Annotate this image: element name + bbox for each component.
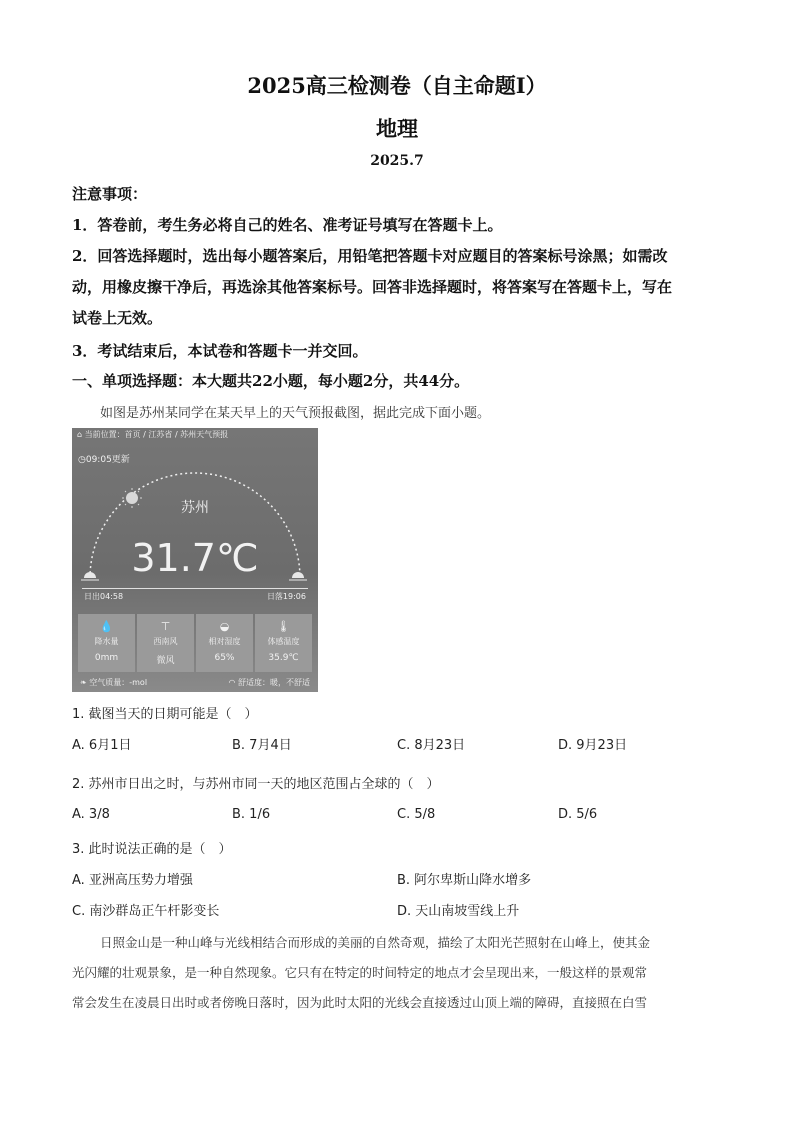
update-text: 09:05更新: [85, 455, 130, 465]
home-icon: ⌂: [77, 430, 83, 439]
city-name: 苏州: [181, 500, 209, 516]
detail-feels-like: [255, 614, 312, 672]
question-3-stem: 3. 此时说法正确的是（ ）: [72, 842, 232, 857]
passage-line-1: 日照金山是一种山峰与光线相结合而形成的美丽的自然奇观，描绘了太阳光芒照射在山峰上，使其金: [100, 935, 651, 950]
comfort-level: [228, 674, 310, 692]
question-1-option-b: B. 7月4日: [232, 738, 292, 753]
question-3-option-d: D. 天山南坡雪线上升: [397, 904, 520, 919]
notice-item-2-line-3: 试卷上无效。: [72, 309, 163, 327]
detail-label: 体感温度: [267, 637, 300, 646]
question-1-option-a: A. 6月1日: [72, 738, 132, 753]
detail-wind: [137, 614, 194, 672]
leaf-icon: ❧: [80, 678, 87, 687]
sunrise-time: 日出04:58: [84, 592, 124, 601]
current-temperature: 31.7℃: [131, 536, 259, 580]
detail-label: 西南风: [153, 637, 178, 646]
question-2-option-c: C. 5/8: [397, 807, 436, 822]
weather-screenshot: [72, 428, 318, 692]
notice-heading: 注意事项：: [72, 185, 148, 203]
notice-item-2-line-1: 2．回答选择题时，选出每小题答案后，用铅笔把答题卡对应题目的答案标号涂黑；如需改: [72, 247, 668, 265]
subject-title: 地理: [376, 116, 418, 141]
sunset-time: 日落19:06: [266, 592, 306, 601]
sun-path-arc: [72, 428, 318, 608]
notice-item-3: 3．考试结束后，本试卷和答题卡一并交回。: [72, 342, 368, 360]
question-2-option-a: A. 3/8: [72, 807, 110, 822]
air-quality: [80, 674, 147, 692]
comfort-text: 舒适度：暖，不舒适: [238, 678, 310, 687]
arc-baseline: [82, 588, 308, 589]
question-1-option-c: C. 8月23日: [397, 738, 466, 753]
detail-humidity: [196, 614, 253, 672]
question-3-option-b: B. 阿尔卑斯山降水增多: [397, 873, 532, 888]
detail-value: 0mm: [94, 653, 119, 663]
question-2-option-b: B. 1/6: [232, 807, 271, 822]
notice-item-2-line-2: 动，用橡皮擦干净后，再选涂其他答案标号。回答非选择题时，将答案写在答题卡上，写在: [72, 278, 673, 296]
wind-icon: ⊤: [160, 620, 171, 633]
detail-label: 相对湿度: [208, 637, 241, 646]
detail-value: 35.9℃: [268, 653, 299, 663]
humidity-icon: ◒: [219, 620, 230, 633]
detail-label: 降水量: [94, 637, 119, 646]
air-quality-text: 空气质量：-mol: [89, 678, 148, 687]
weather-footer: [72, 674, 318, 692]
section-1-heading: 一、单项选择题：本大题共22小题，每小题2分，共44分。: [72, 372, 470, 390]
breadcrumb-text: 当前位置：首页 / 江苏省 / 苏州天气预报: [84, 430, 229, 439]
detail-value: 65%: [214, 653, 235, 663]
question-2-stem: 2. 苏州市日出之时，与苏州市同一天的地区范围占全球的（ ）: [72, 777, 440, 792]
notice-item-1: 1．答卷前，考生务必将自己的姓名、准考证号填写在答题卡上。: [72, 216, 503, 234]
question-3-option-c: C. 南沙群岛正午杆影变长: [72, 904, 220, 919]
clock-icon: ◷: [78, 455, 86, 465]
passage-line-3: 常会发生在凌晨日出时或者傍晚日落时，因为此时太阳的光线会直接透过山顶上端的障碍，直接照在白雪: [72, 995, 648, 1010]
detail-precipitation: [78, 614, 135, 672]
question-2-option-d: D. 5/6: [558, 807, 598, 822]
detail-value: 微风: [156, 656, 175, 666]
weather-details: [78, 614, 312, 672]
thermometer-icon: 🌡: [276, 620, 291, 633]
exam-date: 2025.7: [370, 153, 424, 169]
gauge-icon: ◠: [228, 678, 236, 687]
section-1-intro: 如图是苏州某同学在某天早上的天气预报截图，据此完成下面小题。: [100, 406, 491, 421]
question-1-option-d: D. 9月23日: [558, 738, 628, 753]
passage-line-2: 光闪耀的壮观景象，是一种自然现象。它只有在特定的时间特定的地点才会呈现出来，一般这样的景观常: [72, 965, 648, 980]
question-3-option-a: A. 亚洲高压势力增强: [72, 873, 193, 888]
raindrop-icon: 💧: [99, 620, 114, 633]
exam-title: 2025高三检测卷（自主命题Ⅰ）: [247, 73, 547, 98]
question-1-stem: 1. 截图当天的日期可能是（ ）: [72, 707, 258, 722]
